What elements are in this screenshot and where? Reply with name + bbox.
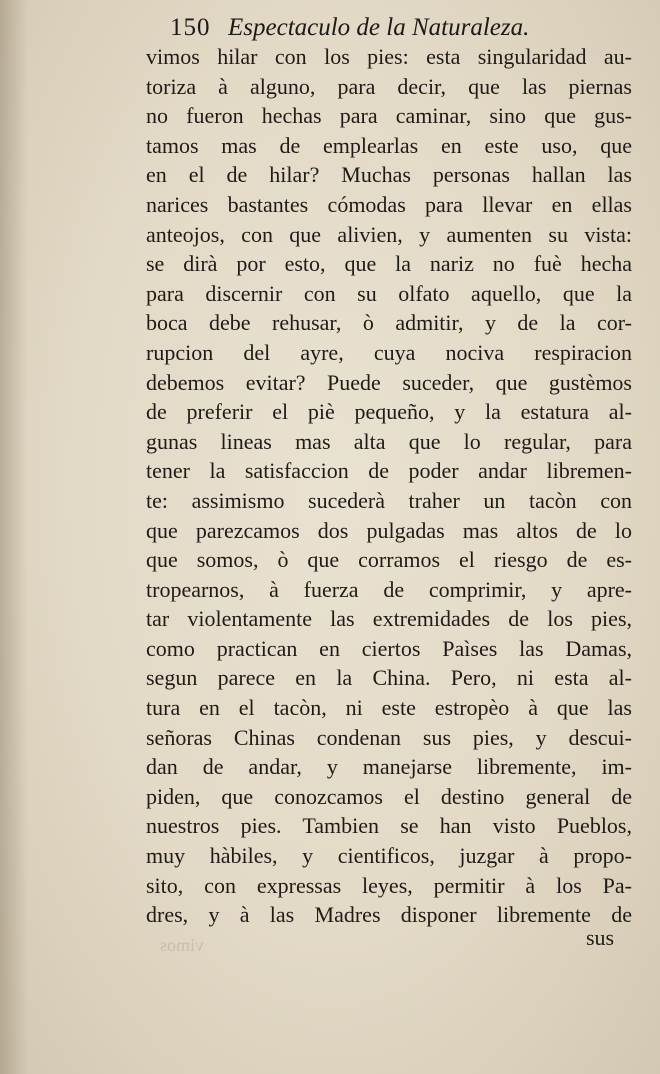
text-line: dan de andar, y manejarse libremente, im- [146, 754, 632, 780]
text-line: se dirà por esto, que la nariz no fuè hecha [146, 251, 632, 277]
text-line: en el de hilar? Muchas personas hallan las [146, 162, 632, 188]
text-line: sito, con expressas leyes, permitir à los Pa- [146, 872, 632, 898]
running-title: Espectaculo de la Naturaleza. [228, 14, 530, 41]
text-line: vimos hilar con los pies: esta singularidad au- [146, 44, 632, 69]
text-line: muy hàbiles, y cientificos, juzgar à propo- [146, 843, 632, 869]
body-text [146, 42, 632, 930]
text-line: rupcion del ayre, cuya nociva respiracion [146, 339, 632, 365]
text-line: para discernir con su olfato aquello, que la [146, 280, 632, 306]
text-line: que parezcamos dos pulgadas mas altos de lo [146, 517, 632, 543]
text-line: tener la satisfaccion de poder andar libremen- [146, 458, 632, 484]
text-line: tar violentamente las extremidades de los pies, [146, 606, 632, 632]
text-line: debemos evitar? Puede suceder, que gustèmos [146, 369, 632, 395]
text-line: dres, y à las Madres disponer libremente de [146, 902, 632, 928]
catchword: sus [586, 925, 615, 950]
text-line: tamos mas de emplearlas en este uso, que [146, 132, 632, 158]
text-line: gunas lineas mas alta que lo regular, para [146, 428, 632, 454]
gutter-shadow [0, 0, 28, 1074]
show-through-text: vimos [160, 935, 205, 955]
text-line: señoras Chinas condenan sus pies, y descui- [146, 724, 632, 750]
text-line: nuestros pies. Tambien se han visto Pueblos, [146, 813, 632, 839]
text-line: tura en el tacòn, ni este estropèo à que las [146, 695, 632, 721]
text-line: que somos, ò que corramos el riesgo de es- [146, 547, 632, 573]
text-line: boca debe rehusar, ò admitir, y de la cor- [146, 310, 632, 336]
text-line: de preferir el piè pequeño, y la estatura al- [146, 399, 632, 425]
text-line: piden, que conozcamos el destino general de [146, 783, 632, 809]
text-line: toriza à alguno, para decir, que las piernas [146, 73, 632, 99]
text-line: tropearnos, à fuerza de comprimir, y apre- [146, 576, 632, 602]
text-line: te: assimismo sucederà traher un tacòn con [146, 487, 632, 513]
text-line: segun parece en la China. Pero, ni esta al- [146, 665, 632, 691]
text-line: anteojos, con que alivien, y aumenten su vista: [146, 221, 632, 247]
text-line: como practican en ciertos Paìses las Damas, [146, 635, 632, 661]
page-number: 150 [170, 14, 211, 41]
text-line: no fueron hechas para caminar, sino que gus- [146, 103, 632, 129]
text-line: narices bastantes cómodas para llevar en ellas [146, 191, 632, 217]
